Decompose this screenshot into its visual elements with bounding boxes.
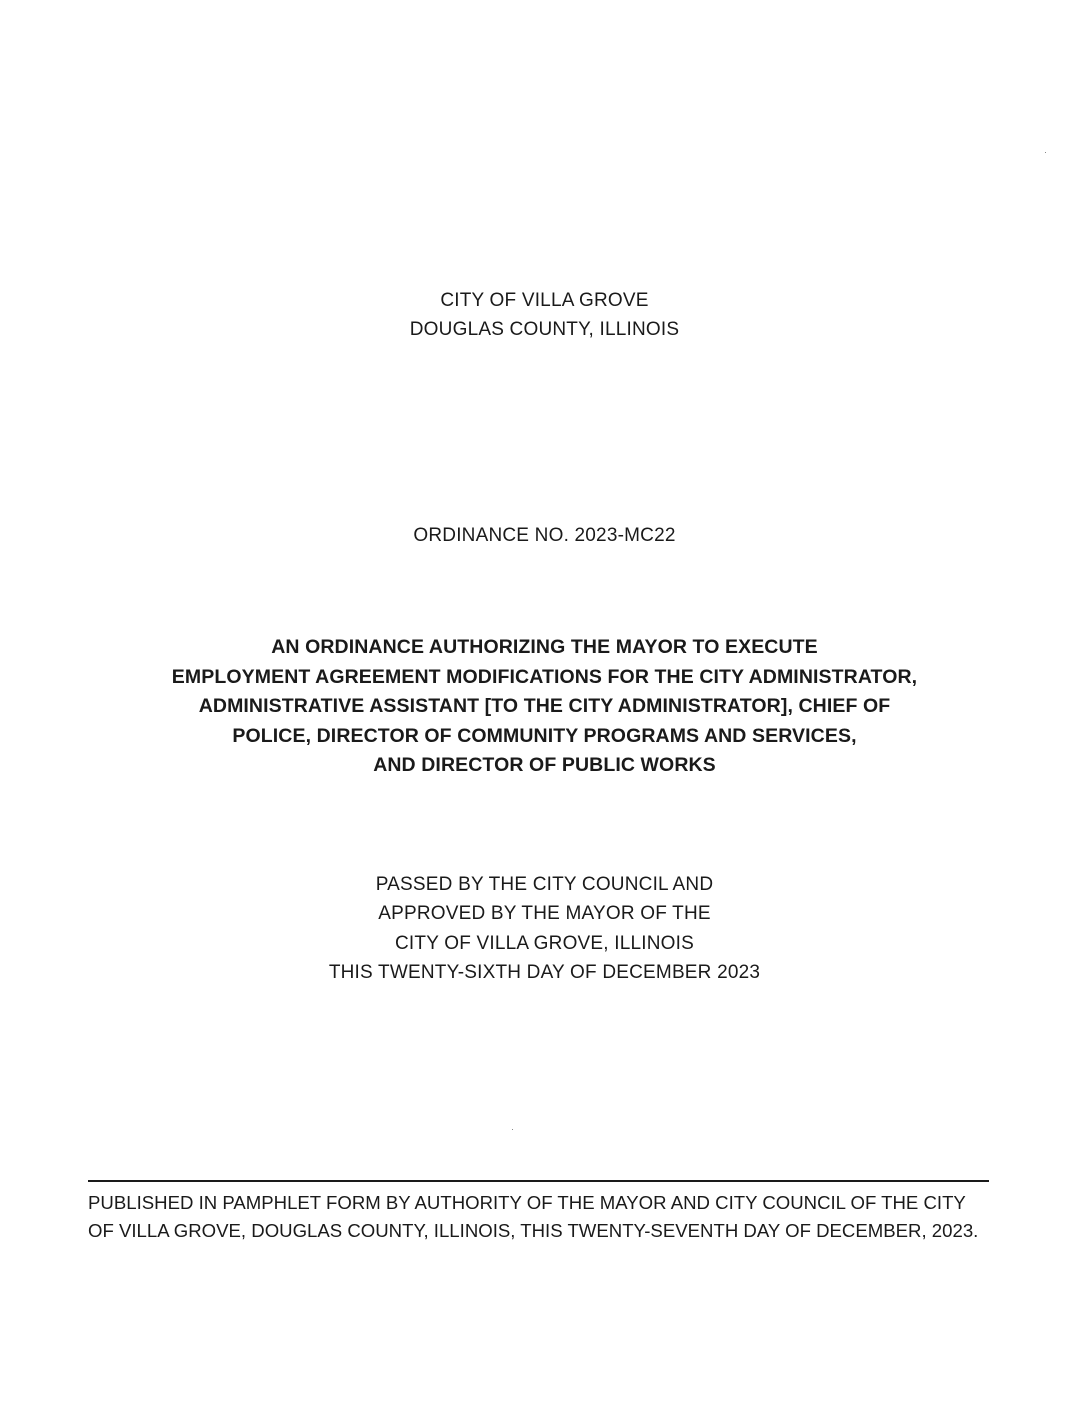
passed-line: APPROVED BY THE MAYOR OF THE xyxy=(378,903,711,925)
county-state: DOUGLAS COUNTY, ILLINOIS xyxy=(409,319,680,340)
ordinance-title xyxy=(0,633,1089,781)
passed-line: CITY OF VILLA GROVE, ILLINOIS xyxy=(395,932,694,954)
municipality-header xyxy=(0,286,1089,344)
published-line: PUBLISHED IN PAMPHLET FORM BY AUTHORITY OF THE MAYOR AND CITY COUNCIL OF THE CITY xyxy=(88,1192,966,1213)
scan-speck xyxy=(512,1129,513,1130)
title-line: POLICE, DIRECTOR OF COMMUNITY PROGRAMS AND SERVICES, xyxy=(232,724,857,747)
passed-line: PASSED BY THE CITY COUNCIL AND xyxy=(375,874,714,895)
title-line: ADMINISTRATIVE ASSISTANT [TO THE CITY ADMINISTRATOR], CHIEF OF xyxy=(198,695,891,717)
ordinance-number: ORDINANCE NO. 2023-MC22 xyxy=(413,525,676,546)
ordinance-number-block xyxy=(0,521,1089,550)
city-name: CITY OF VILLA GROVE xyxy=(440,290,649,311)
title-line: AN ORDINANCE AUTHORIZING THE MAYOR TO EXECUTE xyxy=(271,636,818,658)
title-line: AND DIRECTOR OF PUBLIC WORKS xyxy=(373,754,716,776)
publication-statement xyxy=(88,1189,998,1245)
passed-approved-statement xyxy=(0,870,1089,987)
horizontal-divider xyxy=(88,1180,989,1182)
title-line: EMPLOYMENT AGREEMENT MODIFICATIONS FOR THE CITY ADMINISTRATOR, xyxy=(171,665,918,688)
published-line: OF VILLA GROVE, DOUGLAS COUNTY, ILLINOIS, THIS TWENTY-SEVENTH DAY OF DECEMBER, 2023. xyxy=(88,1220,979,1241)
scan-speck xyxy=(1045,152,1046,153)
passed-line: THIS TWENTY-SIXTH DAY OF DECEMBER 2023 xyxy=(328,961,761,983)
